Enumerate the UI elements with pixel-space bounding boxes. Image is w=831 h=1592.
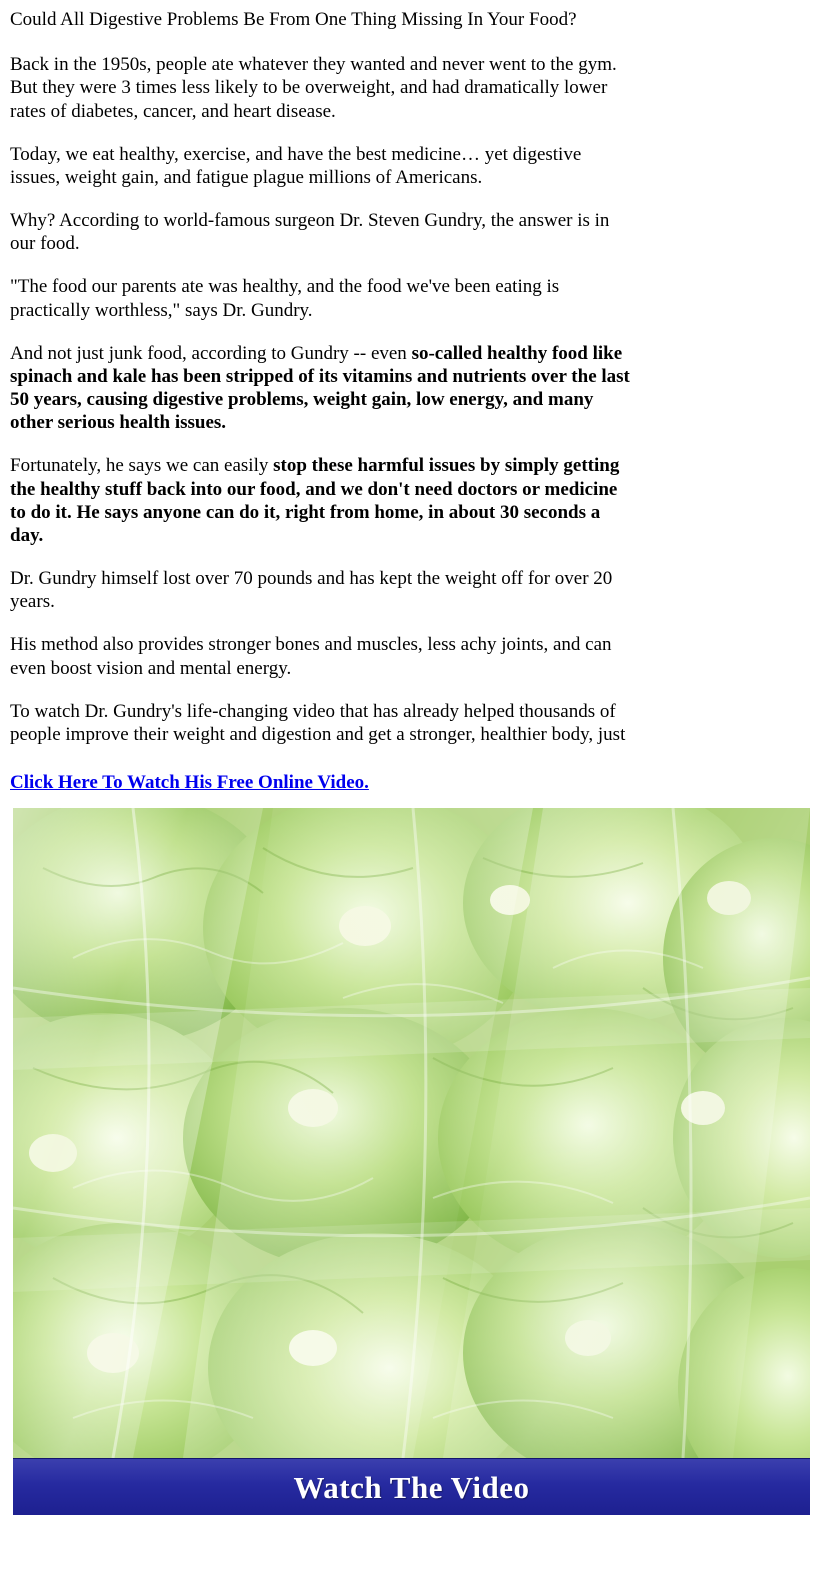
paragraph-8-text: His method also provides stronger bones and muscles, less achy joints, and can even boost vision and mental energy. bbox=[10, 634, 612, 679]
paragraph-6-text-bold: stop these harmful issues by simply getting the healthy stuff back into our food, and we don't need doctors or medicine to do it. He says anyone can do it, right from home, in about 30 seconds a day. bbox=[10, 455, 620, 546]
video-promo-block[interactable] bbox=[13, 808, 810, 1515]
paragraph-5-text-bold: so-called healthy food like spinach and kale has been stripped of its vitamins and nutrients over the last 50 years, causing digestive problems, weight gain, low energy, and many other serious health issues. bbox=[10, 342, 630, 434]
paragraph-5-text-plain: And not just junk food, according to Gundry -- even bbox=[10, 342, 412, 364]
paragraph-6 bbox=[10, 454, 635, 547]
paragraph-6-text-plain: Fortunately, he says we can easily bbox=[10, 455, 274, 477]
page-title: Could All Digestive Problems Be From One Thing Missing In Your Food? bbox=[10, 9, 577, 30]
watch-the-video-label: Watch The Video bbox=[293, 1469, 530, 1505]
lettuce-photo[interactable] bbox=[13, 808, 810, 1458]
paragraph-7 bbox=[10, 567, 635, 613]
paragraph-9-text: To watch Dr. Gundry's life-changing video that has already helped thousands of people improve their weight and digestion and get a stronger, healthier body, just bbox=[10, 700, 626, 745]
paragraph-4 bbox=[10, 275, 635, 321]
paragraph-3-text: Why? According to world-famous surgeon Dr. Steven Gundry, the answer is in our food. bbox=[10, 210, 610, 255]
paragraph-3 bbox=[10, 209, 635, 255]
paragraph-1 bbox=[10, 53, 635, 123]
paragraph-7-text: Dr. Gundry himself lost over 70 pounds and has kept the weight off for over 20 years. bbox=[10, 568, 613, 613]
watch-the-video-banner[interactable] bbox=[13, 1458, 810, 1515]
watch-video-link[interactable]: Click Here To Watch His Free Online Video. bbox=[10, 772, 369, 794]
paragraph-8 bbox=[10, 633, 635, 679]
paragraph-5 bbox=[10, 342, 635, 435]
paragraph-1-text: Back in the 1950s, people ate whatever they wanted and never went to the gym. But they were 3 times less likely to be overweight, and had dramatically lower rates of diabetes, cancer, and heart disease. bbox=[10, 54, 617, 122]
paragraph-2-text: Today, we eat healthy, exercise, and have the best medicine… yet digestive issues, weight gain, and fatigue plague millions of Americans. bbox=[10, 143, 582, 188]
paragraph-9 bbox=[10, 700, 635, 746]
paragraph-2 bbox=[10, 143, 635, 189]
paragraph-4-text: "The food our parents ate was healthy, and the food we've been eating is practically worthless," says Dr. Gundry. bbox=[10, 276, 560, 321]
